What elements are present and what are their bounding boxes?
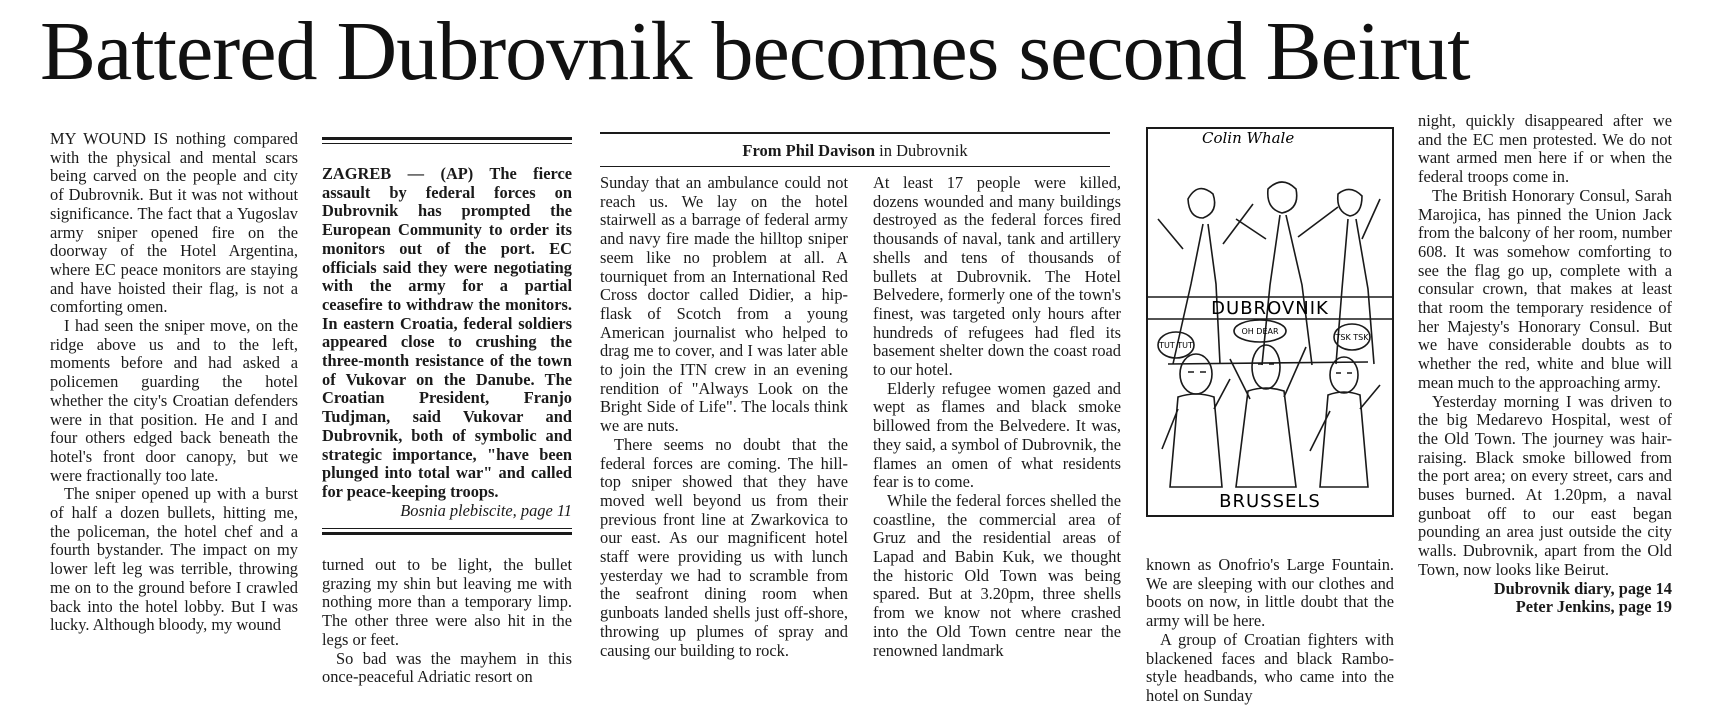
byline-top-rule [600, 132, 1110, 134]
article-column-2 [322, 556, 572, 704]
sidebar-brief [322, 164, 572, 520]
article-column-1 [50, 130, 298, 702]
cartoon-drawing [1148, 129, 1392, 515]
paragraph: So bad was the mayhem in this once-peaceful Adriatic resort on [322, 648, 572, 687]
paragraph: The British Honorary Consul, Sarah Marojica, has pinned the Union Jack from the balcony of her room, number 608. It was somehow comforting to see the flag go up, complete with a consular crown, that makes at least that room the temporary residence of her Majesty's Honorary Consul. But we have considerable doubts as to whether the red, white and blue will mean much to the approaching army. [1418, 185, 1672, 392]
article-column-3 [600, 174, 848, 704]
paragraph: known as Onofrio's Large Fountain. We are sleeping with our clothes and boots on now, in little doubt that the army will be here. [1146, 555, 1394, 631]
cartoon-bubble-middle: OH DEAR [1241, 327, 1279, 336]
editorial-cartoon [1146, 127, 1394, 517]
headline: Battered Dubrovnik becomes second Beirut [40, 5, 1470, 98]
sidebar-bottom-rule [322, 532, 572, 535]
paragraph: While the federal forces shelled the coastline, the commercial area of Gruz and the residential areas of Lapad and Babin Kuk, we thought the historic Old Town was being spared. But at 3.20pm, three shells from we know not where crashed into the Old Town centre near the renowned landmark [873, 490, 1121, 660]
sidebar-page-reference: Bosnia plebiscite, page 11 [400, 500, 572, 520]
page-reference-diary: Dubrovnik diary, page 14 [1493, 578, 1672, 598]
paragraph: turned out to be light, the bullet grazing my shin but leaving me with nothing more than a temporary limp. The other three were also hit in the legs or feet. [322, 555, 572, 649]
cartoon-bubble-right: TSK TSK [1335, 333, 1369, 342]
sidebar-bottom-rule-thin [322, 528, 572, 529]
paragraph: Elderly refugee women gazed and wept as flames and black smoke billowed from the Belvedere. It was, they said, a symbol of Dubrovnik, the flames an omen of what residents fear is to come. [873, 378, 1121, 492]
cartoon-bubble-left: TUT TUT [1159, 341, 1193, 350]
article-column-5 [1146, 556, 1394, 704]
paragraph: At least 17 people were killed, dozens wounded and many buildings destroyed as the federal forces fired thousands of naval, tank and artillery shells and tens of thousands of bullets at Dubrovnik. The Hotel Belvedere, formerly one of the town's finest, was targeted only hours after hundreds of refugees had fled its basement shelter down the coast road to our hotel. [873, 173, 1121, 380]
sidebar-text: ZAGREB — (AP) The fierce assault by federal forces on Dubrovnik has prompted the European Community to order its monitors out of the port. EC officials said they were negotiating with the army for a partial ceasefire to withdraw the monitors. In eastern Croatia, federal soldiers appeared close to crushing the three-month resistance of the town of Vukovar on the Danube. The Croatian President, Franjo Tudjman, said Vukovar and Dubrovnik, both of symbolic and strategic importance, "have been plunged into total war" and called for peace-keeping troops. [322, 164, 572, 501]
sidebar-top-rule [322, 137, 572, 140]
paragraph: MY WOUND IS nothing compared with the physical and mental scars being carved on the people and city of Dubrovnik. But it was not without significance. The fact that a Yugoslav army sniper opened fire on the doorway of the Hotel Argentina, where EC peace monitors are staying and have hoisted their flag, is not a comforting omen. [50, 129, 298, 317]
cartoon-label-bottom: BRUSSELS [1219, 491, 1321, 512]
sidebar-top-rule-thin [322, 143, 572, 144]
paragraph: There seems no doubt that the federal forces are coming. The hill-top sniper showed that they have moved well beyond us from their previous front line at Zwarkovica to our east. As our magnificent hotel staff were providing us with lunch yesterday we had to scramble from the seafront dining room when gunboats landed shells just off-shore, throwing up plumes of spray and causing our building to rock. [600, 434, 848, 660]
paragraph: A group of Croatian fighters with blackened faces and black Rambo-style headbands, who came into the hotel on Sunday [1146, 629, 1394, 705]
cartoon-signature: Colin Whale [1202, 129, 1295, 147]
paragraph: Yesterday morning I was driven to the big Medarevo Hospital, west of the Old Town. The journey was hair-raising. Black smoke billowed from the port area; on every street, cars and buses burned. At 1.20pm, a naval gunboat off to our east began pounding an area just outside the city walls. Dubrovnik, apart from the Old Town, now looks like Beirut. [1418, 391, 1672, 579]
paragraph: Sunday that an ambulance could not reach us. We lay on the hotel stairwell as a barrage of federal army and navy fire made the hilltop sniper seem like no problem at all. A tourniquet from an International Red Cross doctor called Didier, a hip-flask of Scotch from a young American journalist who helped to drag me to cover, and I was later able to join the ITN crew in an evening rendition of "Always Look on the Bright Side of Life". The locals think we are nuts. [600, 173, 848, 436]
byline-location: in Dubrovnik [879, 141, 968, 160]
byline-bottom-rule [600, 166, 1110, 167]
paragraph: The sniper opened up with a burst of half a dozen bullets, hitting me, the policeman, the hotel chef and a fourth bystander. The impact on my lower left leg was terrible, throwing me on to the ground before I crawled back into the hotel lobby. But I was lucky. Although bloody, my wound [50, 484, 298, 635]
page-reference-jenkins: Peter Jenkins, page 19 [1515, 597, 1672, 617]
article-column-6 [1418, 112, 1672, 706]
byline-author: From Phil Davison [742, 141, 876, 160]
article-column-4 [873, 174, 1121, 704]
cartoon-label-top: DUBROVNIK [1211, 298, 1329, 319]
byline [600, 140, 1110, 162]
paragraph: I had seen the sniper move, on the ridge above us and to the left, moments before and had asked a policemen guarding the hotel whether the city's Croatian defenders were in that position. He and I and four others edged back beneath the hotel's front door canopy, but we were fractionally too late. [50, 316, 298, 485]
paragraph: night, quickly disappeared after we and the EC men protested. We do not want armed men here if or when the federal troops come in. [1418, 111, 1672, 187]
